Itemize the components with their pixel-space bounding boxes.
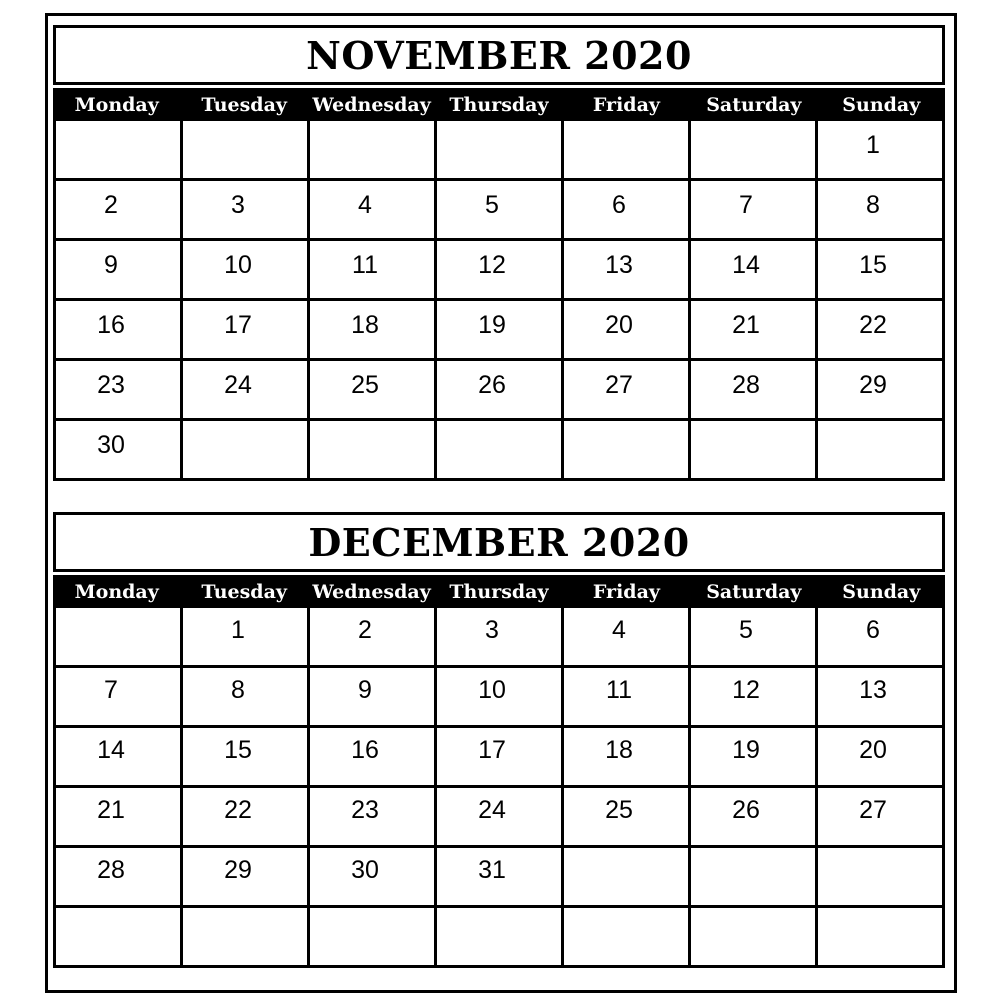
day-number: 23 [97,371,125,399]
day-number: 15 [859,251,887,279]
day-number: 17 [478,736,506,764]
day-number: 1 [231,616,245,644]
day-number: 31 [478,856,506,884]
day-number: 1 [866,131,880,159]
day-cell [818,241,945,301]
day-number: 2 [104,191,118,219]
day-cell [56,421,183,481]
empty-day-cell [691,121,818,181]
day-cell [56,361,183,421]
weekday-header-monday: Monday [74,93,159,116]
day-cell [56,668,183,728]
day-number: 10 [478,676,506,704]
empty-day-cell [437,121,564,181]
weekday-header-row [53,575,945,608]
day-cell [310,668,437,728]
empty-day-cell [564,908,691,968]
empty-day-cell [56,908,183,968]
day-cell [437,241,564,301]
day-cell [691,788,818,848]
day-cell [691,181,818,241]
day-number: 19 [478,311,506,339]
day-cell [818,301,945,361]
weekday-header-wednesday: Wednesday [312,93,431,116]
month-title: DECEMBER 2020 [53,512,945,572]
day-cell [310,241,437,301]
day-cell [437,181,564,241]
day-cell [56,181,183,241]
weekday-header-monday: Monday [74,580,159,603]
day-number: 22 [224,796,252,824]
day-cell [310,361,437,421]
day-number: 10 [224,251,252,279]
day-number: 29 [859,371,887,399]
empty-day-cell [691,908,818,968]
day-number: 27 [605,371,633,399]
day-cell [437,728,564,788]
day-number: 25 [605,796,633,824]
weekday-header-row [53,88,945,121]
day-cell [818,668,945,728]
day-number: 16 [351,736,379,764]
day-cell [691,668,818,728]
day-number: 22 [859,311,887,339]
day-number: 5 [739,616,753,644]
day-cell [691,608,818,668]
day-cell [437,788,564,848]
empty-day-cell [310,121,437,181]
empty-day-cell [564,421,691,481]
day-number: 27 [859,796,887,824]
empty-day-cell [437,421,564,481]
day-cell [564,788,691,848]
day-number: 15 [224,736,252,764]
day-number: 20 [859,736,887,764]
day-number: 2 [358,616,372,644]
day-cell [437,668,564,728]
day-cell [310,728,437,788]
weekday-header-friday: Friday [592,580,660,603]
weekday-header-sunday: Sunday [842,93,921,116]
day-number: 19 [732,736,760,764]
day-cell [564,608,691,668]
day-cell [564,668,691,728]
empty-day-cell [818,421,945,481]
day-number: 26 [732,796,760,824]
empty-day-cell [183,121,310,181]
weekday-header-saturday: Saturday [706,93,802,116]
day-cell [564,728,691,788]
day-number: 9 [358,676,372,704]
day-cell [818,181,945,241]
day-number: 13 [605,251,633,279]
empty-day-cell [56,608,183,668]
day-cell [437,361,564,421]
day-cell [437,301,564,361]
day-cell [183,608,310,668]
day-cell [310,301,437,361]
weekday-header-wednesday: Wednesday [312,580,431,603]
day-number: 8 [866,191,880,219]
day-cell [564,181,691,241]
day-number: 6 [612,191,626,219]
day-cell [56,788,183,848]
day-cell [310,181,437,241]
day-cell [691,728,818,788]
weekday-header-sunday: Sunday [842,580,921,603]
day-number: 29 [224,856,252,884]
day-number: 13 [859,676,887,704]
day-cell [183,301,310,361]
weekday-header-tuesday: Tuesday [201,93,287,116]
day-number: 26 [478,371,506,399]
day-number: 20 [605,311,633,339]
day-cell [56,241,183,301]
day-grid [53,121,945,481]
weekday-header-friday: Friday [592,93,660,116]
day-cell [818,361,945,421]
day-cell [564,361,691,421]
day-number: 3 [231,191,245,219]
day-number: 8 [231,676,245,704]
day-number: 7 [104,676,118,704]
day-number: 14 [97,736,125,764]
day-number: 11 [606,676,632,704]
weekday-header-thursday: Thursday [449,93,549,116]
day-cell [56,848,183,908]
day-cell [691,361,818,421]
empty-day-cell [56,121,183,181]
empty-day-cell [691,421,818,481]
day-number: 5 [485,191,499,219]
day-number: 18 [351,311,379,339]
day-number: 28 [97,856,125,884]
weekday-header-thursday: Thursday [449,580,549,603]
empty-day-cell [818,908,945,968]
empty-day-cell [691,848,818,908]
day-number: 21 [732,311,760,339]
day-cell [691,241,818,301]
day-number: 9 [104,251,118,279]
empty-day-cell [437,908,564,968]
month-december [53,512,945,968]
day-number: 14 [732,251,760,279]
month-title: NOVEMBER 2020 [53,25,945,85]
day-cell [818,608,945,668]
day-cell [183,241,310,301]
empty-day-cell [818,848,945,908]
day-cell [183,361,310,421]
day-cell [183,728,310,788]
day-number: 23 [351,796,379,824]
empty-day-cell [183,908,310,968]
day-number: 18 [605,736,633,764]
month-november [53,25,945,481]
day-number: 17 [224,311,252,339]
day-number: 4 [358,191,372,219]
day-cell [56,728,183,788]
weekday-header-saturday: Saturday [706,580,802,603]
day-cell [183,668,310,728]
day-cell [818,728,945,788]
day-number: 28 [732,371,760,399]
day-cell [437,848,564,908]
day-cell [437,608,564,668]
day-number: 6 [866,616,880,644]
day-number: 24 [224,371,252,399]
day-cell [183,181,310,241]
day-number: 25 [351,371,379,399]
empty-day-cell [310,908,437,968]
empty-day-cell [564,121,691,181]
day-number: 30 [351,856,379,884]
day-cell [183,788,310,848]
day-cell [564,301,691,361]
day-number: 30 [97,431,125,459]
empty-day-cell [310,421,437,481]
empty-day-cell [564,848,691,908]
day-cell [310,608,437,668]
day-cell [56,301,183,361]
weekday-header-tuesday: Tuesday [201,580,287,603]
day-number: 11 [352,251,378,279]
day-number: 21 [97,796,125,824]
day-number: 24 [478,796,506,824]
day-grid [53,608,945,968]
day-number: 3 [485,616,499,644]
day-cell [183,848,310,908]
day-number: 12 [478,251,506,279]
day-cell [818,121,945,181]
day-number: 12 [732,676,760,704]
day-cell [691,301,818,361]
empty-day-cell [183,421,310,481]
day-number: 4 [612,616,626,644]
day-cell [564,241,691,301]
day-cell [818,788,945,848]
day-number: 7 [739,191,753,219]
day-number: 16 [97,311,125,339]
day-cell [310,788,437,848]
day-cell [310,848,437,908]
